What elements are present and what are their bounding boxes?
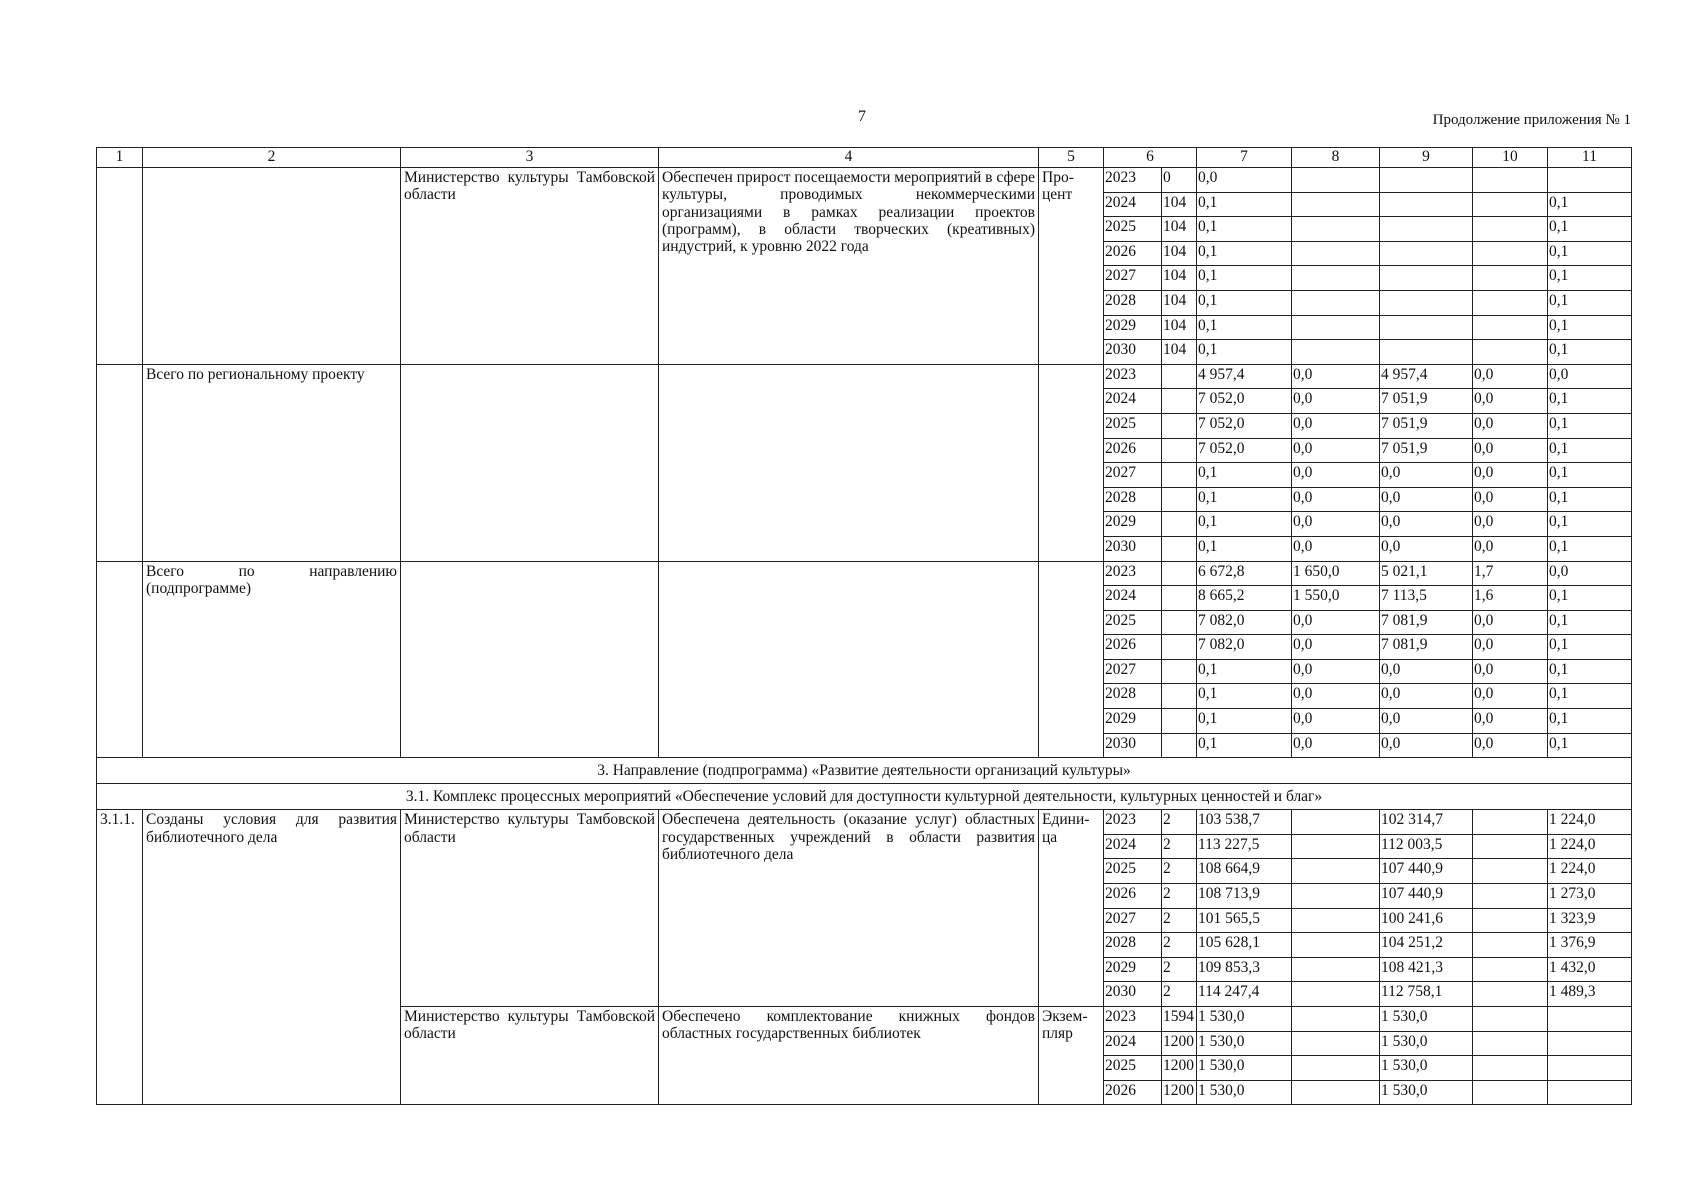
value-cell: 108 713,9 bbox=[1197, 884, 1292, 909]
cell-col4: Обеспечено комплектование книжных фондов областных государственных библиотек bbox=[659, 1007, 1039, 1105]
value-cell: 2 bbox=[1162, 859, 1197, 884]
value-cell: 1 530,0 bbox=[1197, 1031, 1292, 1056]
value-cell: 0,1 bbox=[1548, 659, 1632, 684]
value-cell: 104 251,2 bbox=[1380, 933, 1473, 958]
value-cell: 113 227,5 bbox=[1197, 834, 1292, 859]
value-cell bbox=[1473, 266, 1548, 291]
value-cell bbox=[1548, 1007, 1632, 1032]
value-cell: 2030 bbox=[1104, 340, 1162, 365]
value-cell bbox=[1162, 389, 1197, 414]
value-cell: 104 bbox=[1162, 241, 1197, 266]
value-cell bbox=[1292, 1007, 1380, 1032]
value-cell bbox=[1473, 1031, 1548, 1056]
value-cell: 2025 bbox=[1104, 1056, 1162, 1081]
header-cell: 2 bbox=[143, 148, 401, 168]
value-cell: 1 224,0 bbox=[1548, 859, 1632, 884]
header-cell: 1 bbox=[97, 148, 143, 168]
value-cell: 2025 bbox=[1104, 610, 1162, 635]
cell-col2: Всего по региональному проекту bbox=[143, 364, 401, 561]
value-cell: 112 758,1 bbox=[1380, 982, 1473, 1007]
value-cell: 0,0 bbox=[1292, 709, 1380, 734]
value-cell: 103 538,7 bbox=[1197, 810, 1292, 835]
value-cell: 1200 bbox=[1162, 1080, 1197, 1105]
cell-col4 bbox=[659, 364, 1039, 561]
value-cell bbox=[1162, 536, 1197, 561]
value-cell: 114 247,4 bbox=[1197, 982, 1292, 1007]
value-cell: 101 565,5 bbox=[1197, 908, 1292, 933]
value-cell: 2030 bbox=[1104, 733, 1162, 758]
value-cell: 2030 bbox=[1104, 982, 1162, 1007]
value-cell bbox=[1548, 1056, 1632, 1081]
value-cell bbox=[1162, 610, 1197, 635]
value-cell bbox=[1380, 192, 1473, 217]
value-cell: 0,1 bbox=[1197, 315, 1292, 340]
value-cell: 0,0 bbox=[1473, 487, 1548, 512]
value-cell: 104 bbox=[1162, 315, 1197, 340]
value-cell bbox=[1292, 290, 1380, 315]
value-cell bbox=[1548, 1080, 1632, 1105]
value-cell: 2025 bbox=[1104, 217, 1162, 242]
value-cell: 0,0 bbox=[1473, 463, 1548, 488]
value-cell: 0,1 bbox=[1197, 290, 1292, 315]
value-cell: 0,0 bbox=[1292, 389, 1380, 414]
value-cell: 2027 bbox=[1104, 463, 1162, 488]
value-cell: 0,0 bbox=[1380, 487, 1473, 512]
value-cell bbox=[1473, 908, 1548, 933]
value-cell: 1 323,9 bbox=[1548, 908, 1632, 933]
value-cell: 1594 bbox=[1162, 1007, 1197, 1032]
value-cell: 7 052,0 bbox=[1197, 389, 1292, 414]
cell-col5 bbox=[1039, 561, 1104, 758]
cell-col5: Экзем-пляр bbox=[1039, 1007, 1104, 1105]
value-cell: 0,0 bbox=[1292, 635, 1380, 660]
value-cell bbox=[1548, 1031, 1632, 1056]
value-cell: 0,0 bbox=[1292, 413, 1380, 438]
value-cell: 1 530,0 bbox=[1197, 1080, 1292, 1105]
value-cell: 0,0 bbox=[1292, 463, 1380, 488]
value-cell: 1 224,0 bbox=[1548, 834, 1632, 859]
header-cell: 7 bbox=[1197, 148, 1292, 168]
value-cell bbox=[1162, 438, 1197, 463]
value-cell: 0,0 bbox=[1292, 536, 1380, 561]
value-cell bbox=[1292, 315, 1380, 340]
value-cell: 0,1 bbox=[1197, 512, 1292, 537]
value-cell bbox=[1292, 908, 1380, 933]
value-cell: 2026 bbox=[1104, 635, 1162, 660]
value-cell: 2027 bbox=[1104, 908, 1162, 933]
value-cell: 104 bbox=[1162, 217, 1197, 242]
value-cell: 0,1 bbox=[1197, 241, 1292, 266]
value-cell: 0,1 bbox=[1548, 315, 1632, 340]
value-cell: 6 672,8 bbox=[1197, 561, 1292, 586]
value-cell: 0,0 bbox=[1473, 635, 1548, 660]
value-cell: 102 314,7 bbox=[1380, 810, 1473, 835]
value-cell: 112 003,5 bbox=[1380, 834, 1473, 859]
value-cell: 2024 bbox=[1104, 834, 1162, 859]
value-cell: 0,0 bbox=[1473, 709, 1548, 734]
value-cell bbox=[1292, 340, 1380, 365]
value-cell bbox=[1162, 733, 1197, 758]
value-cell bbox=[1292, 1031, 1380, 1056]
value-cell: 1 650,0 bbox=[1292, 561, 1380, 586]
value-cell: 1 489,3 bbox=[1548, 982, 1632, 1007]
section-row bbox=[97, 758, 1632, 784]
value-cell: 2026 bbox=[1104, 438, 1162, 463]
value-cell: 0,0 bbox=[1548, 561, 1632, 586]
value-cell: 0,1 bbox=[1548, 438, 1632, 463]
cell-col5: Про-цент bbox=[1039, 168, 1104, 365]
value-cell: 0,0 bbox=[1380, 733, 1473, 758]
value-cell: 2026 bbox=[1104, 1080, 1162, 1105]
cell-col3: Министерство культуры Тамбовской области bbox=[401, 168, 659, 365]
value-cell: 2026 bbox=[1104, 241, 1162, 266]
value-cell: 1200 bbox=[1162, 1056, 1197, 1081]
cell-col2 bbox=[143, 168, 401, 365]
value-cell: 107 440,9 bbox=[1380, 859, 1473, 884]
value-cell: 0,1 bbox=[1548, 610, 1632, 635]
value-cell bbox=[1473, 168, 1548, 193]
value-cell bbox=[1162, 586, 1197, 611]
value-cell bbox=[1380, 290, 1473, 315]
value-cell: 2024 bbox=[1104, 586, 1162, 611]
value-cell: 2 bbox=[1162, 810, 1197, 835]
value-cell bbox=[1380, 168, 1473, 193]
value-cell: 1 273,0 bbox=[1548, 884, 1632, 909]
value-cell bbox=[1473, 290, 1548, 315]
value-cell: 0,1 bbox=[1197, 659, 1292, 684]
value-cell: 0,1 bbox=[1197, 463, 1292, 488]
cell-col1: 3.1.1. bbox=[97, 810, 143, 1105]
value-cell bbox=[1473, 1080, 1548, 1105]
value-cell: 2 bbox=[1162, 957, 1197, 982]
value-cell: 4 957,4 bbox=[1380, 364, 1473, 389]
value-cell: 0,0 bbox=[1292, 438, 1380, 463]
page-number: 7 bbox=[858, 108, 866, 125]
value-cell bbox=[1162, 635, 1197, 660]
value-cell: 1200 bbox=[1162, 1031, 1197, 1056]
value-cell: 0,1 bbox=[1197, 192, 1292, 217]
value-cell bbox=[1162, 413, 1197, 438]
value-cell: 0,0 bbox=[1473, 684, 1548, 709]
value-cell bbox=[1162, 561, 1197, 586]
continuation-label: Продолжение приложения № 1 bbox=[1432, 112, 1631, 128]
value-cell: 2026 bbox=[1104, 884, 1162, 909]
value-cell: 2025 bbox=[1104, 413, 1162, 438]
value-cell bbox=[1162, 684, 1197, 709]
value-cell bbox=[1473, 834, 1548, 859]
value-cell: 2 bbox=[1162, 884, 1197, 909]
value-cell: 0,1 bbox=[1197, 536, 1292, 561]
value-cell: 0,1 bbox=[1548, 635, 1632, 660]
value-cell: 0,0 bbox=[1292, 659, 1380, 684]
value-cell: 0,1 bbox=[1197, 684, 1292, 709]
section-heading: 3. Направление (подпрограмма) «Развитие деятельности организаций культуры» bbox=[97, 758, 1632, 784]
value-cell: 2028 bbox=[1104, 487, 1162, 512]
value-cell: 104 bbox=[1162, 266, 1197, 291]
value-cell bbox=[1473, 982, 1548, 1007]
value-cell bbox=[1162, 463, 1197, 488]
value-cell: 1 432,0 bbox=[1548, 957, 1632, 982]
value-cell bbox=[1473, 957, 1548, 982]
table-body bbox=[97, 168, 1632, 1105]
value-cell bbox=[1292, 859, 1380, 884]
value-cell: 7 081,9 bbox=[1380, 635, 1473, 660]
value-cell: 0,1 bbox=[1548, 413, 1632, 438]
value-cell: 2024 bbox=[1104, 389, 1162, 414]
value-cell bbox=[1292, 834, 1380, 859]
value-cell: 7 051,9 bbox=[1380, 413, 1473, 438]
value-cell bbox=[1292, 266, 1380, 291]
value-cell: 1 530,0 bbox=[1380, 1056, 1473, 1081]
header-cell: 4 bbox=[659, 148, 1039, 168]
value-cell bbox=[1292, 217, 1380, 242]
value-cell: 0,0 bbox=[1197, 168, 1292, 193]
cell-col3: Министерство культуры Тамбовской области bbox=[401, 1007, 659, 1105]
value-cell: 8 665,2 bbox=[1197, 586, 1292, 611]
value-cell bbox=[1292, 884, 1380, 909]
value-cell: 2029 bbox=[1104, 315, 1162, 340]
value-cell bbox=[1473, 859, 1548, 884]
value-cell: 2023 bbox=[1104, 364, 1162, 389]
value-cell bbox=[1473, 933, 1548, 958]
value-cell: 0,0 bbox=[1473, 389, 1548, 414]
value-cell: 7 082,0 bbox=[1197, 635, 1292, 660]
value-cell bbox=[1473, 315, 1548, 340]
value-cell: 0,1 bbox=[1548, 512, 1632, 537]
data-table bbox=[96, 147, 1632, 1105]
value-cell: 7 082,0 bbox=[1197, 610, 1292, 635]
header-cell: 10 bbox=[1473, 148, 1548, 168]
value-cell bbox=[1473, 192, 1548, 217]
value-cell bbox=[1292, 957, 1380, 982]
value-cell: 0,0 bbox=[1380, 536, 1473, 561]
value-cell bbox=[1380, 241, 1473, 266]
value-cell bbox=[1548, 168, 1632, 193]
value-cell bbox=[1292, 1080, 1380, 1105]
value-cell bbox=[1380, 266, 1473, 291]
cell-col1 bbox=[97, 561, 143, 758]
value-cell: 104 bbox=[1162, 340, 1197, 365]
value-cell: 104 bbox=[1162, 290, 1197, 315]
cell-col5 bbox=[1039, 364, 1104, 561]
value-cell: 1 530,0 bbox=[1380, 1031, 1473, 1056]
table-row bbox=[97, 810, 1632, 835]
value-cell: 2023 bbox=[1104, 561, 1162, 586]
value-cell: 0,1 bbox=[1548, 290, 1632, 315]
cell-col5: Едини-ца bbox=[1039, 810, 1104, 1007]
value-cell: 108 664,9 bbox=[1197, 859, 1292, 884]
value-cell: 0,0 bbox=[1473, 413, 1548, 438]
value-cell: 2030 bbox=[1104, 536, 1162, 561]
value-cell: 0,0 bbox=[1380, 512, 1473, 537]
value-cell bbox=[1473, 1056, 1548, 1081]
value-cell: 0,1 bbox=[1197, 709, 1292, 734]
value-cell: 0,0 bbox=[1380, 684, 1473, 709]
value-cell: 7 052,0 bbox=[1197, 413, 1292, 438]
value-cell: 1 530,0 bbox=[1380, 1007, 1473, 1032]
cell-col3: Министерство культуры Тамбовской области bbox=[401, 810, 659, 1007]
value-cell: 104 bbox=[1162, 192, 1197, 217]
value-cell bbox=[1162, 709, 1197, 734]
value-cell: 0,0 bbox=[1292, 610, 1380, 635]
cell-col4: Обеспечен прирост посещаемости мероприятий в сфере культуры, проводимых некоммерческими организациями в рамках реализации проектов (программ), в области творческих (креативных) индустрий, к уровню 2022 года bbox=[659, 168, 1039, 365]
value-cell: 0,1 bbox=[1197, 487, 1292, 512]
value-cell bbox=[1380, 340, 1473, 365]
value-cell: 0,1 bbox=[1548, 536, 1632, 561]
value-cell: 0,0 bbox=[1292, 487, 1380, 512]
value-cell bbox=[1292, 933, 1380, 958]
cell-col2: Всего по направлению (подпрограмме) bbox=[143, 561, 401, 758]
value-cell: 0,0 bbox=[1292, 733, 1380, 758]
value-cell: 0,1 bbox=[1548, 241, 1632, 266]
value-cell: 0,0 bbox=[1380, 659, 1473, 684]
value-cell: 2023 bbox=[1104, 810, 1162, 835]
value-cell: 5 021,1 bbox=[1380, 561, 1473, 586]
value-cell bbox=[1473, 340, 1548, 365]
value-cell: 2028 bbox=[1104, 684, 1162, 709]
cell-col1 bbox=[97, 364, 143, 561]
value-cell: 2028 bbox=[1104, 933, 1162, 958]
value-cell: 0,1 bbox=[1548, 586, 1632, 611]
value-cell: 0,1 bbox=[1548, 340, 1632, 365]
header-cell: 8 bbox=[1292, 148, 1380, 168]
value-cell: 0,1 bbox=[1548, 733, 1632, 758]
header-cell: 6 bbox=[1104, 148, 1197, 168]
value-cell: 105 628,1 bbox=[1197, 933, 1292, 958]
value-cell: 109 853,3 bbox=[1197, 957, 1292, 982]
header-row bbox=[97, 148, 1632, 168]
value-cell: 2023 bbox=[1104, 168, 1162, 193]
value-cell bbox=[1292, 810, 1380, 835]
value-cell: 2 bbox=[1162, 834, 1197, 859]
value-cell: 1 376,9 bbox=[1548, 933, 1632, 958]
value-cell: 7 051,9 bbox=[1380, 389, 1473, 414]
section-row bbox=[97, 784, 1632, 810]
value-cell: 2 bbox=[1162, 908, 1197, 933]
value-cell: 2 bbox=[1162, 933, 1197, 958]
cell-col3 bbox=[401, 561, 659, 758]
value-cell: 2 bbox=[1162, 982, 1197, 1007]
value-cell: 4 957,4 bbox=[1197, 364, 1292, 389]
value-cell bbox=[1292, 1056, 1380, 1081]
value-cell bbox=[1473, 1007, 1548, 1032]
value-cell: 2028 bbox=[1104, 290, 1162, 315]
cell-col3 bbox=[401, 364, 659, 561]
value-cell: 0,0 bbox=[1473, 512, 1548, 537]
value-cell: 0,1 bbox=[1548, 217, 1632, 242]
value-cell: 2029 bbox=[1104, 512, 1162, 537]
value-cell bbox=[1162, 659, 1197, 684]
value-cell: 0,1 bbox=[1197, 217, 1292, 242]
value-cell: 7 081,9 bbox=[1380, 610, 1473, 635]
value-cell: 1 530,0 bbox=[1380, 1080, 1473, 1105]
value-cell: 7 113,5 bbox=[1380, 586, 1473, 611]
value-cell: 1 530,0 bbox=[1197, 1056, 1292, 1081]
value-cell bbox=[1292, 241, 1380, 266]
value-cell bbox=[1162, 512, 1197, 537]
header-cell: 3 bbox=[401, 148, 659, 168]
value-cell: 0,0 bbox=[1473, 364, 1548, 389]
value-cell: 0,0 bbox=[1473, 536, 1548, 561]
value-cell: 0,0 bbox=[1473, 438, 1548, 463]
value-cell bbox=[1292, 982, 1380, 1007]
value-cell bbox=[1162, 364, 1197, 389]
value-cell: 0 bbox=[1162, 168, 1197, 193]
value-cell: 2027 bbox=[1104, 266, 1162, 291]
value-cell: 7 052,0 bbox=[1197, 438, 1292, 463]
value-cell: 0,0 bbox=[1473, 659, 1548, 684]
value-cell: 0,0 bbox=[1380, 709, 1473, 734]
value-cell bbox=[1473, 241, 1548, 266]
value-cell: 1 224,0 bbox=[1548, 810, 1632, 835]
value-cell: 2024 bbox=[1104, 1031, 1162, 1056]
value-cell bbox=[1380, 315, 1473, 340]
value-cell: 0,1 bbox=[1548, 389, 1632, 414]
header-cell: 5 bbox=[1039, 148, 1104, 168]
value-cell: 0,0 bbox=[1292, 512, 1380, 537]
value-cell: 2027 bbox=[1104, 659, 1162, 684]
value-cell: 0,1 bbox=[1548, 487, 1632, 512]
value-cell: 0,0 bbox=[1473, 610, 1548, 635]
cell-col2: Созданы условия для развития библиотечного дела bbox=[143, 810, 401, 1105]
value-cell bbox=[1473, 810, 1548, 835]
value-cell: 2029 bbox=[1104, 957, 1162, 982]
value-cell: 0,1 bbox=[1548, 684, 1632, 709]
value-cell: 1,7 bbox=[1473, 561, 1548, 586]
value-cell bbox=[1380, 217, 1473, 242]
value-cell: 0,0 bbox=[1292, 364, 1380, 389]
value-cell: 0,0 bbox=[1473, 733, 1548, 758]
value-cell: 0,1 bbox=[1548, 266, 1632, 291]
value-cell: 0,1 bbox=[1197, 266, 1292, 291]
value-cell: 0,1 bbox=[1548, 709, 1632, 734]
table-row bbox=[97, 561, 1632, 586]
value-cell: 2024 bbox=[1104, 192, 1162, 217]
value-cell: 1 530,0 bbox=[1197, 1007, 1292, 1032]
value-cell: 0,1 bbox=[1548, 463, 1632, 488]
value-cell: 2023 bbox=[1104, 1007, 1162, 1032]
value-cell: 7 051,9 bbox=[1380, 438, 1473, 463]
value-cell: 0,1 bbox=[1197, 340, 1292, 365]
cell-col4: Обеспечена деятельность (оказание услуг) областных государственных учреждений в области развития библиотечного дела bbox=[659, 810, 1039, 1007]
header-cell: 9 bbox=[1380, 148, 1473, 168]
value-cell bbox=[1292, 168, 1380, 193]
value-cell: 108 421,3 bbox=[1380, 957, 1473, 982]
value-cell: 1,6 bbox=[1473, 586, 1548, 611]
value-cell: 0,0 bbox=[1380, 463, 1473, 488]
value-cell: 1 550,0 bbox=[1292, 586, 1380, 611]
value-cell: 107 440,9 bbox=[1380, 884, 1473, 909]
value-cell: 2025 bbox=[1104, 859, 1162, 884]
table-row bbox=[97, 168, 1632, 193]
value-cell bbox=[1473, 217, 1548, 242]
value-cell: 0,0 bbox=[1548, 364, 1632, 389]
header-cell: 11 bbox=[1548, 148, 1632, 168]
value-cell: 0,1 bbox=[1197, 733, 1292, 758]
table-row bbox=[97, 364, 1632, 389]
value-cell: 2029 bbox=[1104, 709, 1162, 734]
section-heading: 3.1. Комплекс процессных мероприятий «Обеспечение условий для доступности культурной деятельности, культурных ценностей и благ» bbox=[97, 784, 1632, 810]
value-cell bbox=[1162, 487, 1197, 512]
value-cell: 0,1 bbox=[1548, 192, 1632, 217]
cell-col4 bbox=[659, 561, 1039, 758]
value-cell bbox=[1292, 192, 1380, 217]
value-cell: 100 241,6 bbox=[1380, 908, 1473, 933]
value-cell bbox=[1473, 884, 1548, 909]
value-cell: 0,0 bbox=[1292, 684, 1380, 709]
cell-col1 bbox=[97, 168, 143, 365]
